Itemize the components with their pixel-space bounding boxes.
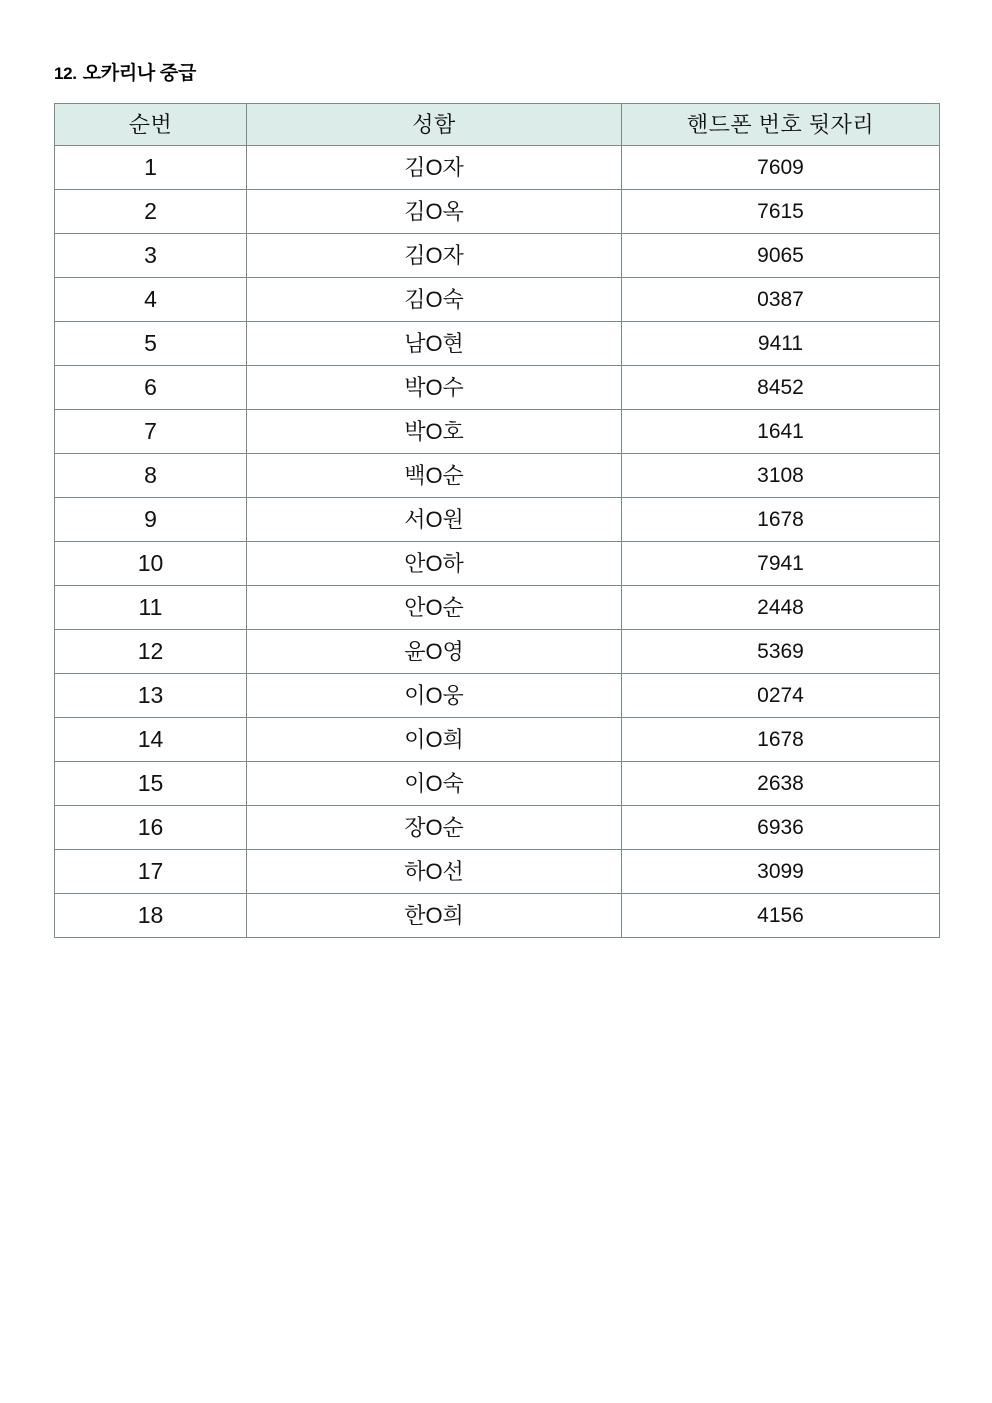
table-row: [55, 190, 940, 234]
cell-name: 이O희: [247, 718, 622, 762]
table-row: [55, 806, 940, 850]
cell-phone: 0387: [622, 278, 940, 322]
cell-name: 김O자: [247, 146, 622, 190]
table-row: [55, 366, 940, 410]
column-header-no: 순번: [55, 104, 247, 146]
cell-phone: 1678: [622, 718, 940, 762]
cell-no: 18: [55, 894, 247, 938]
cell-no: 5: [55, 322, 247, 366]
table-row: [55, 454, 940, 498]
section-number: 12.: [54, 64, 77, 83]
table-header: [55, 104, 940, 146]
roster-table: [54, 103, 940, 938]
cell-name: 백O순: [247, 454, 622, 498]
cell-phone: 1678: [622, 498, 940, 542]
cell-phone: 4156: [622, 894, 940, 938]
cell-phone: 7609: [622, 146, 940, 190]
cell-no: 6: [55, 366, 247, 410]
section-title: 오카리나 중급: [82, 63, 197, 84]
cell-no: 11: [55, 586, 247, 630]
cell-name: 김O자: [247, 234, 622, 278]
cell-no: 17: [55, 850, 247, 894]
cell-phone: 3108: [622, 454, 940, 498]
page-title: [52, 58, 936, 85]
cell-no: 8: [55, 454, 247, 498]
table-row: [55, 410, 940, 454]
cell-phone: 2448: [622, 586, 940, 630]
cell-no: 1: [55, 146, 247, 190]
cell-name: 장O순: [247, 806, 622, 850]
cell-name: 이O숙: [247, 762, 622, 806]
cell-phone: 8452: [622, 366, 940, 410]
cell-name: 김O숙: [247, 278, 622, 322]
cell-name: 이O웅: [247, 674, 622, 718]
cell-no: 4: [55, 278, 247, 322]
table-row: [55, 586, 940, 630]
table-header-row: [55, 104, 940, 146]
table-row: [55, 718, 940, 762]
cell-name: 서O원: [247, 498, 622, 542]
cell-phone: 9065: [622, 234, 940, 278]
cell-no: 14: [55, 718, 247, 762]
table-row: [55, 542, 940, 586]
table-row: [55, 278, 940, 322]
column-header-name: 성함: [247, 104, 622, 146]
cell-name: 박O호: [247, 410, 622, 454]
cell-no: 15: [55, 762, 247, 806]
cell-name: 윤O영: [247, 630, 622, 674]
cell-name: 김O옥: [247, 190, 622, 234]
table-row: [55, 630, 940, 674]
cell-phone: 0274: [622, 674, 940, 718]
cell-no: 9: [55, 498, 247, 542]
table-row: [55, 146, 940, 190]
cell-name: 한O희: [247, 894, 622, 938]
cell-name: 하O선: [247, 850, 622, 894]
table-row: [55, 762, 940, 806]
table-row: [55, 322, 940, 366]
cell-no: 7: [55, 410, 247, 454]
cell-no: 10: [55, 542, 247, 586]
cell-phone: 3099: [622, 850, 940, 894]
cell-phone: 7941: [622, 542, 940, 586]
cell-no: 2: [55, 190, 247, 234]
table-row: [55, 234, 940, 278]
table-body: [55, 146, 940, 938]
cell-no: 16: [55, 806, 247, 850]
cell-name: 남O현: [247, 322, 622, 366]
cell-no: 13: [55, 674, 247, 718]
table-row: [55, 850, 940, 894]
cell-phone: 6936: [622, 806, 940, 850]
table-row: [55, 894, 940, 938]
cell-no: 3: [55, 234, 247, 278]
column-header-phone: 핸드폰 번호 뒷자리: [622, 104, 940, 146]
cell-phone: 7615: [622, 190, 940, 234]
cell-name: 박O수: [247, 366, 622, 410]
cell-name: 안O하: [247, 542, 622, 586]
cell-phone: 1641: [622, 410, 940, 454]
cell-phone: 9411: [622, 322, 940, 366]
table-row: [55, 674, 940, 718]
cell-no: 12: [55, 630, 247, 674]
table-row: [55, 498, 940, 542]
cell-name: 안O순: [247, 586, 622, 630]
cell-phone: 2638: [622, 762, 940, 806]
cell-phone: 5369: [622, 630, 940, 674]
